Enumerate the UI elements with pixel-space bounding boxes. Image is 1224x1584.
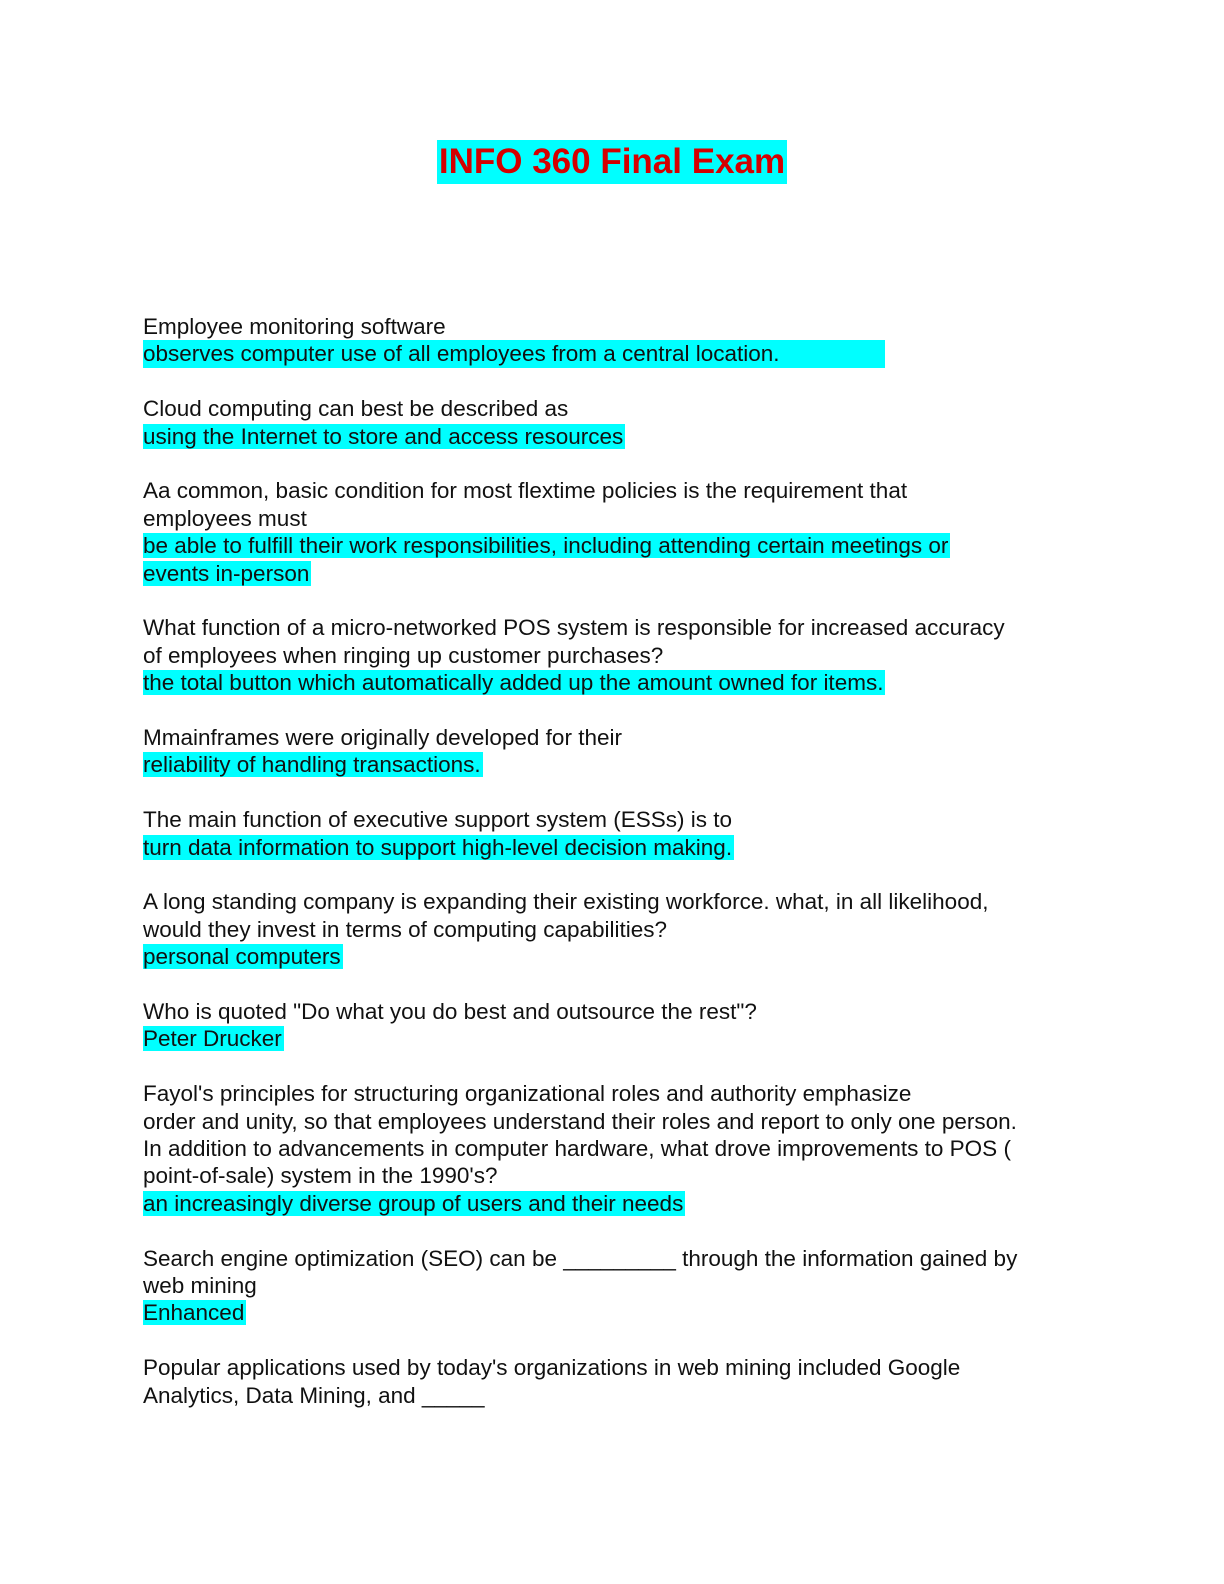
- answer-highlight: be able to fulfill their work responsibilities, including attending certain meetings or: [143, 533, 949, 559]
- qa-item: [143, 724, 1083, 779]
- question-text: order and unity, so that employees understand their roles and report to only one person.: [143, 1108, 1017, 1134]
- question-text: Aa common, basic condition for most flextime policies is the requirement that: [143, 478, 908, 504]
- question-text: Who is quoted "Do what you do best and outsource the rest"?: [143, 999, 757, 1025]
- question-text: The main function of executive support system (ESSs) is to: [143, 807, 732, 833]
- question-text: of employees when ringing up customer purchases?: [143, 642, 664, 668]
- qa-item: [143, 614, 1083, 696]
- answer-highlight: Enhanced: [143, 1300, 245, 1326]
- answer-highlight: an increasingly diverse group of users and their needs: [143, 1190, 684, 1216]
- question-answer-list: [143, 313, 1083, 1436]
- page-title: INFO 360 Final Exam: [437, 140, 787, 184]
- qa-item: [143, 395, 1083, 450]
- answer-highlight: observes computer use of all employees from a central location.: [143, 340, 885, 367]
- qa-item: [143, 1245, 1083, 1327]
- question-text: Mmainframes were originally developed for their: [143, 725, 622, 751]
- question-text: web mining: [143, 1273, 257, 1299]
- title-container: [0, 140, 1224, 184]
- question-text: What function of a micro-networked POS system is responsible for increased accuracy: [143, 615, 1005, 641]
- qa-item: [143, 477, 1083, 587]
- question-text: Popular applications used by today's organizations in web mining included Google: [143, 1355, 961, 1381]
- answer-highlight: using the Internet to store and access resources: [143, 423, 624, 449]
- question-text: Employee monitoring software: [143, 314, 446, 339]
- question-text: In addition to advancements in computer hardware, what drove improvements to POS (: [143, 1136, 1011, 1162]
- qa-item: [143, 1080, 1083, 1217]
- qa-item: [143, 998, 1083, 1053]
- answer-highlight: turn data information to support high-level decision making.: [143, 834, 733, 860]
- qa-item: [143, 888, 1083, 970]
- answer-highlight: Peter Drucker: [143, 1026, 282, 1052]
- question-text: Analytics, Data Mining, and _____: [143, 1382, 485, 1408]
- question-text: would they invest in terms of computing capabilities?: [143, 916, 668, 942]
- qa-item: [143, 313, 1083, 368]
- qa-item: [143, 1354, 1083, 1409]
- question-text: Search engine optimization (SEO) can be _________ through the information gained by: [143, 1245, 1018, 1271]
- question-text: point-of-sale) system in the 1990's?: [143, 1163, 498, 1189]
- qa-item: [143, 806, 1083, 861]
- answer-highlight: events in-person: [143, 560, 310, 586]
- question-text: employees must: [143, 505, 307, 531]
- answer-highlight: reliability of handling transactions.: [143, 752, 481, 778]
- answer-highlight: the total button which automatically added up the amount owned for items.: [143, 670, 884, 696]
- question-text: Fayol's principles for structuring organizational roles and authority emphasize: [143, 1081, 912, 1107]
- answer-highlight: personal computers: [143, 944, 341, 970]
- question-text: Cloud computing can best be described as: [143, 396, 569, 422]
- question-text: A long standing company is expanding their existing workforce. what, in all likelihood,: [143, 889, 989, 915]
